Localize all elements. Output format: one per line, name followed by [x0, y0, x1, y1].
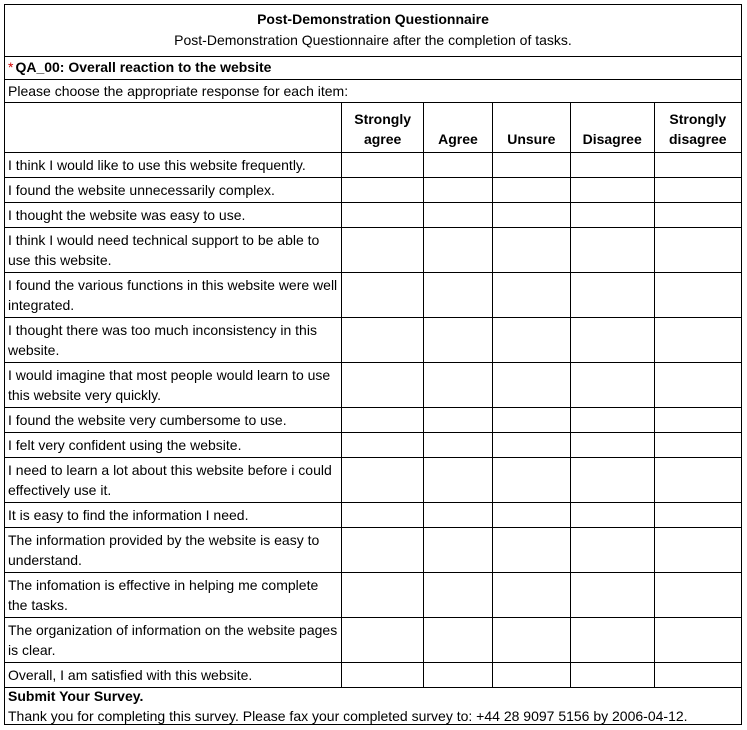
scale-header-unsure: Unsure — [492, 103, 570, 152]
form-title: Post-Demonstration Questionnaire — [257, 11, 489, 27]
table-row — [5, 272, 741, 317]
form-header — [5, 5, 741, 57]
question-heading — [5, 57, 741, 80]
response-cell-strongly-agree[interactable] — [342, 227, 424, 272]
statement-text: I think I would need technical support to be able to use this website. — [5, 227, 342, 272]
response-cell-agree[interactable] — [424, 572, 493, 617]
response-cell-strongly-disagree[interactable] — [654, 362, 741, 407]
table-row — [5, 177, 741, 202]
response-cell-strongly-agree[interactable] — [342, 317, 424, 362]
statement-text: The infomation is effective in helping me complete the tasks. — [5, 572, 342, 617]
statement-text: I would imagine that most people would learn to use this website very quickly. — [5, 362, 342, 407]
response-cell-disagree[interactable] — [570, 432, 654, 457]
response-cell-disagree[interactable] — [570, 572, 654, 617]
response-cell-disagree[interactable] — [570, 617, 654, 662]
statement-text: The information provided by the website is easy to understand. — [5, 527, 342, 572]
response-cell-strongly-agree[interactable] — [342, 432, 424, 457]
table-row — [5, 362, 741, 407]
response-cell-unsure[interactable] — [492, 152, 570, 177]
response-cell-unsure[interactable] — [492, 502, 570, 527]
question-label: QA_00: Overall reaction to the website — [15, 59, 272, 75]
response-cell-strongly-agree[interactable] — [342, 202, 424, 227]
response-cell-strongly-agree[interactable] — [342, 457, 424, 502]
response-cell-agree[interactable] — [424, 432, 493, 457]
submit-instructions: Thank you for completing this survey. Please fax your completed survey to: +44 28 9097 5156 by 2006-04-12. — [8, 708, 688, 724]
response-cell-strongly-disagree[interactable] — [654, 572, 741, 617]
statement-column-header — [5, 103, 342, 152]
response-cell-unsure[interactable] — [492, 617, 570, 662]
response-cell-strongly-agree[interactable] — [342, 272, 424, 317]
response-cell-disagree[interactable] — [570, 362, 654, 407]
response-cell-unsure[interactable] — [492, 362, 570, 407]
response-cell-strongly-agree[interactable] — [342, 177, 424, 202]
statement-text: I found the website unnecessarily complex. — [5, 177, 342, 202]
scale-header-disagree: Disagree — [570, 103, 654, 152]
response-cell-agree[interactable] — [424, 227, 493, 272]
table-row — [5, 202, 741, 227]
statement-text: I found the various functions in this website were well integrated. — [5, 272, 342, 317]
response-cell-strongly-disagree[interactable] — [654, 617, 741, 662]
response-cell-strongly-disagree[interactable] — [654, 457, 741, 502]
likert-grid — [5, 103, 741, 688]
response-cell-agree[interactable] — [424, 502, 493, 527]
response-cell-agree[interactable] — [424, 202, 493, 227]
response-cell-strongly-disagree[interactable] — [654, 202, 741, 227]
response-cell-unsure[interactable] — [492, 407, 570, 432]
required-marker: * — [8, 59, 14, 75]
response-cell-strongly-disagree[interactable] — [654, 527, 741, 572]
response-cell-agree[interactable] — [424, 272, 493, 317]
questionnaire-form — [4, 4, 742, 725]
table-row — [5, 317, 741, 362]
scale-header-agree: Agree — [424, 103, 493, 152]
response-cell-strongly-agree[interactable] — [342, 527, 424, 572]
submit-heading: Submit Your Survey. — [8, 688, 144, 704]
response-cell-strongly-disagree[interactable] — [654, 272, 741, 317]
statement-text: I need to learn a lot about this website before i could effectively use it. — [5, 457, 342, 502]
response-cell-strongly-agree[interactable] — [342, 502, 424, 527]
response-cell-agree[interactable] — [424, 317, 493, 362]
response-cell-strongly-agree[interactable] — [342, 617, 424, 662]
form-subtitle: Post-Demonstration Questionnaire after the completion of tasks. — [174, 32, 572, 48]
statement-text: I think I would like to use this website frequently. — [5, 152, 342, 177]
statement-text: It is easy to find the information I need. — [5, 502, 342, 527]
response-cell-agree[interactable] — [424, 152, 493, 177]
response-cell-agree[interactable] — [424, 527, 493, 572]
response-cell-disagree[interactable] — [570, 152, 654, 177]
response-cell-unsure[interactable] — [492, 227, 570, 272]
response-cell-unsure[interactable] — [492, 527, 570, 572]
statement-text: I felt very confident using the website. — [5, 432, 342, 457]
response-cell-agree[interactable] — [424, 457, 493, 502]
response-cell-unsure[interactable] — [492, 572, 570, 617]
instruction-text: Please choose the appropriate response for each item: — [5, 80, 741, 103]
response-cell-unsure[interactable] — [492, 457, 570, 502]
response-cell-strongly-disagree[interactable] — [654, 502, 741, 527]
response-cell-agree[interactable] — [424, 407, 493, 432]
response-cell-disagree[interactable] — [570, 272, 654, 317]
response-cell-strongly-agree[interactable] — [342, 362, 424, 407]
response-cell-disagree[interactable] — [570, 177, 654, 202]
response-cell-disagree[interactable] — [570, 407, 654, 432]
response-cell-agree[interactable] — [424, 177, 493, 202]
survey-footer — [5, 684, 741, 726]
table-row — [5, 152, 741, 177]
statement-text: Overall, I am satisfied with this website. — [5, 662, 342, 687]
response-cell-disagree[interactable] — [570, 317, 654, 362]
response-cell-strongly-disagree[interactable] — [654, 317, 741, 362]
response-cell-unsure[interactable] — [492, 272, 570, 317]
scale-header-strongly-disagree: Strongly disagree — [654, 103, 741, 152]
response-cell-strongly-agree[interactable] — [342, 152, 424, 177]
table-row — [5, 527, 741, 572]
response-cell-agree[interactable] — [424, 617, 493, 662]
response-cell-unsure[interactable] — [492, 432, 570, 457]
scale-header-strongly-agree: Strongly agree — [342, 103, 424, 152]
response-cell-disagree[interactable] — [570, 527, 654, 572]
response-cell-strongly-disagree[interactable] — [654, 432, 741, 457]
response-cell-unsure[interactable] — [492, 317, 570, 362]
table-row — [5, 617, 741, 662]
table-row — [5, 502, 741, 527]
response-cell-disagree[interactable] — [570, 457, 654, 502]
table-row — [5, 227, 741, 272]
table-row — [5, 407, 741, 432]
response-cell-disagree[interactable] — [570, 502, 654, 527]
response-cell-strongly-disagree[interactable] — [654, 407, 741, 432]
table-row — [5, 572, 741, 617]
response-cell-strongly-agree[interactable] — [342, 407, 424, 432]
statement-text: I found the website very cumbersome to use. — [5, 407, 342, 432]
statement-text: The organization of information on the website pages is clear. — [5, 617, 342, 662]
response-cell-unsure[interactable] — [492, 202, 570, 227]
response-cell-agree[interactable] — [424, 362, 493, 407]
statement-text: I thought the website was easy to use. — [5, 202, 342, 227]
response-cell-disagree[interactable] — [570, 227, 654, 272]
response-cell-strongly-disagree[interactable] — [654, 152, 741, 177]
response-cell-disagree[interactable] — [570, 202, 654, 227]
statement-text: I thought there was too much inconsistency in this website. — [5, 317, 342, 362]
scale-header-row — [5, 103, 741, 152]
table-row — [5, 432, 741, 457]
response-cell-unsure[interactable] — [492, 177, 570, 202]
response-cell-strongly-agree[interactable] — [342, 572, 424, 617]
table-row — [5, 457, 741, 502]
response-cell-strongly-disagree[interactable] — [654, 227, 741, 272]
response-cell-strongly-disagree[interactable] — [654, 177, 741, 202]
